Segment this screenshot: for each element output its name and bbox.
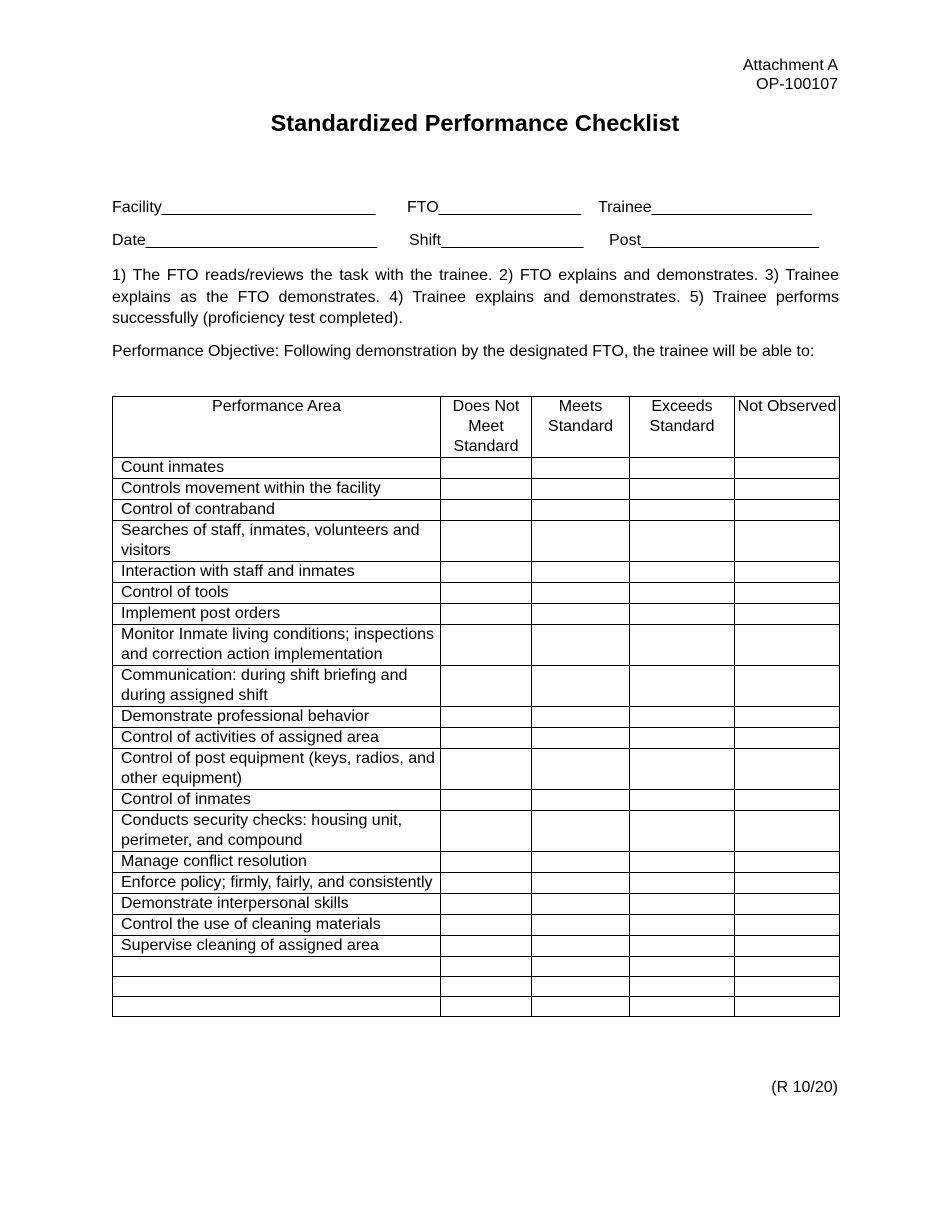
does-not-meet-cell[interactable] — [441, 625, 532, 666]
does-not-meet-cell[interactable] — [441, 852, 532, 873]
meets-cell[interactable] — [532, 479, 630, 500]
meets-cell[interactable] — [532, 458, 630, 479]
meets-cell[interactable] — [532, 625, 630, 666]
performance-area-cell: Control of tools — [113, 583, 441, 604]
exceeds-cell[interactable] — [630, 604, 735, 625]
table-row — [113, 562, 840, 583]
performance-area-cell: Supervise cleaning of assigned area — [113, 936, 441, 957]
table-row — [113, 915, 840, 936]
performance-area-cell: Implement post orders — [113, 604, 441, 625]
col-meets: Meets Standard — [532, 397, 630, 458]
does-not-meet-cell[interactable] — [441, 583, 532, 604]
meets-cell[interactable] — [532, 749, 630, 790]
exceeds-cell[interactable] — [630, 936, 735, 957]
exceeds-cell[interactable] — [630, 458, 735, 479]
meets-cell[interactable] — [532, 562, 630, 583]
does-not-meet-cell[interactable] — [441, 728, 532, 749]
performance-area-cell: Interaction with staff and inmates — [113, 562, 441, 583]
exceeds-cell[interactable] — [630, 728, 735, 749]
table-row — [113, 500, 840, 521]
exceeds-cell[interactable] — [630, 707, 735, 728]
performance-area-cell: Demonstrate interpersonal skills — [113, 894, 441, 915]
trainee-field[interactable]: Trainee__________________ — [598, 199, 812, 216]
exceeds-cell[interactable] — [630, 811, 735, 852]
table-row — [113, 707, 840, 728]
meets-cell[interactable] — [532, 977, 630, 997]
does-not-meet-cell[interactable] — [441, 500, 532, 521]
performance-area-cell: Controls movement within the facility — [113, 479, 441, 500]
not-observed-cell[interactable] — [735, 977, 840, 997]
meets-cell[interactable] — [532, 936, 630, 957]
shift-field[interactable]: Shift________________ — [409, 232, 584, 249]
document-number: OP-100107 — [756, 76, 838, 93]
page-title: Standardized Performance Checklist — [270, 110, 680, 136]
form-fields-row-1 — [112, 199, 839, 219]
meets-cell[interactable] — [532, 957, 630, 977]
does-not-meet-cell[interactable] — [441, 977, 532, 997]
table-row — [113, 811, 840, 852]
performance-area-cell — [113, 997, 441, 1017]
form-fields-row-2 — [112, 232, 839, 252]
does-not-meet-cell[interactable] — [441, 811, 532, 852]
meets-cell[interactable] — [532, 873, 630, 894]
performance-area-cell: Control of contraband — [113, 500, 441, 521]
table-row — [113, 666, 840, 707]
facility-field[interactable]: Facility________________________ — [112, 199, 376, 216]
does-not-meet-cell[interactable] — [441, 562, 532, 583]
not-observed-cell[interactable] — [735, 625, 840, 666]
meets-cell[interactable] — [532, 666, 630, 707]
col-performance-area: Performance Area — [113, 397, 441, 458]
table-row — [113, 852, 840, 873]
table-row — [113, 749, 840, 790]
exceeds-cell[interactable] — [630, 749, 735, 790]
meets-cell[interactable] — [532, 500, 630, 521]
not-observed-cell[interactable] — [735, 666, 840, 707]
performance-area-cell: Control the use of cleaning materials — [113, 915, 441, 936]
exceeds-cell[interactable] — [630, 562, 735, 583]
performance-area-cell: Demonstrate professional behavior — [113, 707, 441, 728]
exceeds-cell[interactable] — [630, 500, 735, 521]
col-not-observed: Not Observed — [735, 397, 840, 458]
not-observed-cell[interactable] — [735, 583, 840, 604]
table-row — [113, 728, 840, 749]
not-observed-cell[interactable] — [735, 894, 840, 915]
does-not-meet-cell[interactable] — [441, 790, 532, 811]
performance-area-cell — [113, 957, 441, 977]
table-row — [113, 583, 840, 604]
exceeds-cell[interactable] — [630, 852, 735, 873]
table-row — [113, 873, 840, 894]
does-not-meet-cell[interactable] — [441, 894, 532, 915]
col-does-not-meet: Does Not Meet Standard — [441, 397, 532, 458]
table-row — [113, 458, 840, 479]
does-not-meet-cell[interactable] — [441, 479, 532, 500]
post-field[interactable]: Post____________________ — [609, 232, 819, 249]
not-observed-cell[interactable] — [735, 749, 840, 790]
instructions-paragraph: 1) The FTO reads/reviews the task with the trainee. 2) FTO explains and demonstrates. 3) Trainee explains as the FTO demonstrates. 4) Trainee explains and demonstrates. 5) Trainee performs successfully (proficiency test completed). — [112, 267, 839, 327]
revision-note: (R 10/20) — [771, 1079, 838, 1096]
table-row — [113, 977, 840, 997]
table-row — [113, 479, 840, 500]
attachment-header — [743, 56, 838, 94]
not-observed-cell[interactable] — [735, 479, 840, 500]
table-row — [113, 625, 840, 666]
does-not-meet-cell[interactable] — [441, 915, 532, 936]
exceeds-cell[interactable] — [630, 977, 735, 997]
not-observed-cell[interactable] — [735, 811, 840, 852]
performance-area-cell: Control of inmates — [113, 790, 441, 811]
performance-area-cell: Count inmates — [113, 458, 441, 479]
not-observed-cell[interactable] — [735, 957, 840, 977]
does-not-meet-cell[interactable] — [441, 936, 532, 957]
performance-area-cell: Enforce policy; firmly, fairly, and consistently — [113, 873, 441, 894]
does-not-meet-cell[interactable] — [441, 957, 532, 977]
performance-checklist-table — [112, 396, 840, 1017]
not-observed-cell[interactable] — [735, 604, 840, 625]
table-row — [113, 521, 840, 562]
not-observed-cell[interactable] — [735, 790, 840, 811]
not-observed-cell[interactable] — [735, 458, 840, 479]
table-row — [113, 894, 840, 915]
table-header-row — [113, 397, 840, 458]
date-field[interactable]: Date__________________________ — [112, 232, 378, 249]
meets-cell[interactable] — [532, 811, 630, 852]
exceeds-cell[interactable] — [630, 873, 735, 894]
does-not-meet-cell[interactable] — [441, 749, 532, 790]
table-row — [113, 790, 840, 811]
not-observed-cell[interactable] — [735, 873, 840, 894]
meets-cell[interactable] — [532, 790, 630, 811]
fto-field[interactable]: FTO________________ — [407, 199, 582, 216]
meets-cell[interactable] — [532, 894, 630, 915]
does-not-meet-cell[interactable] — [441, 666, 532, 707]
exceeds-cell[interactable] — [630, 915, 735, 936]
exceeds-cell[interactable] — [630, 957, 735, 977]
table-row — [113, 604, 840, 625]
not-observed-cell[interactable] — [735, 521, 840, 562]
table-row — [113, 997, 840, 1017]
exceeds-cell[interactable] — [630, 790, 735, 811]
exceeds-cell[interactable] — [630, 997, 735, 1017]
not-observed-cell[interactable] — [735, 852, 840, 873]
performance-area-cell: Searches of staff, inmates, volunteers and visitors — [113, 521, 441, 562]
performance-objective: Performance Objective: Following demonstration by the designated FTO, the trainee will be able to: — [112, 343, 815, 360]
performance-area-cell — [113, 977, 441, 997]
performance-area-cell: Monitor Inmate living conditions; inspections and correction action implementation — [113, 625, 441, 666]
not-observed-cell[interactable] — [735, 728, 840, 749]
does-not-meet-cell[interactable] — [441, 604, 532, 625]
meets-cell[interactable] — [532, 915, 630, 936]
performance-area-cell: Conducts security checks: housing unit, perimeter, and compound — [113, 811, 441, 852]
attachment-label: Attachment A — [742, 57, 838, 74]
not-observed-cell[interactable] — [735, 997, 840, 1017]
meets-cell[interactable] — [532, 583, 630, 604]
performance-area-cell: Control of activities of assigned area — [113, 728, 441, 749]
performance-area-cell: Manage conflict resolution — [113, 852, 441, 873]
exceeds-cell[interactable] — [630, 894, 735, 915]
meets-cell[interactable] — [532, 728, 630, 749]
col-exceeds: Exceeds Standard — [630, 397, 735, 458]
does-not-meet-cell[interactable] — [441, 707, 532, 728]
not-observed-cell[interactable] — [735, 500, 840, 521]
meets-cell[interactable] — [532, 604, 630, 625]
exceeds-cell[interactable] — [630, 583, 735, 604]
exceeds-cell[interactable] — [630, 625, 735, 666]
exceeds-cell[interactable] — [630, 666, 735, 707]
not-observed-cell[interactable] — [735, 707, 840, 728]
table-row — [113, 957, 840, 977]
not-observed-cell[interactable] — [735, 915, 840, 936]
performance-area-cell: Control of post equipment (keys, radios, and other equipment) — [113, 749, 441, 790]
does-not-meet-cell[interactable] — [441, 997, 532, 1017]
does-not-meet-cell[interactable] — [441, 458, 532, 479]
does-not-meet-cell[interactable] — [441, 873, 532, 894]
not-observed-cell[interactable] — [735, 936, 840, 957]
meets-cell[interactable] — [532, 997, 630, 1017]
not-observed-cell[interactable] — [735, 562, 840, 583]
meets-cell[interactable] — [532, 707, 630, 728]
meets-cell[interactable] — [532, 521, 630, 562]
exceeds-cell[interactable] — [630, 479, 735, 500]
performance-area-cell: Communication: during shift briefing and during assigned shift — [113, 666, 441, 707]
meets-cell[interactable] — [532, 852, 630, 873]
exceeds-cell[interactable] — [630, 521, 735, 562]
table-row — [113, 936, 840, 957]
does-not-meet-cell[interactable] — [441, 521, 532, 562]
